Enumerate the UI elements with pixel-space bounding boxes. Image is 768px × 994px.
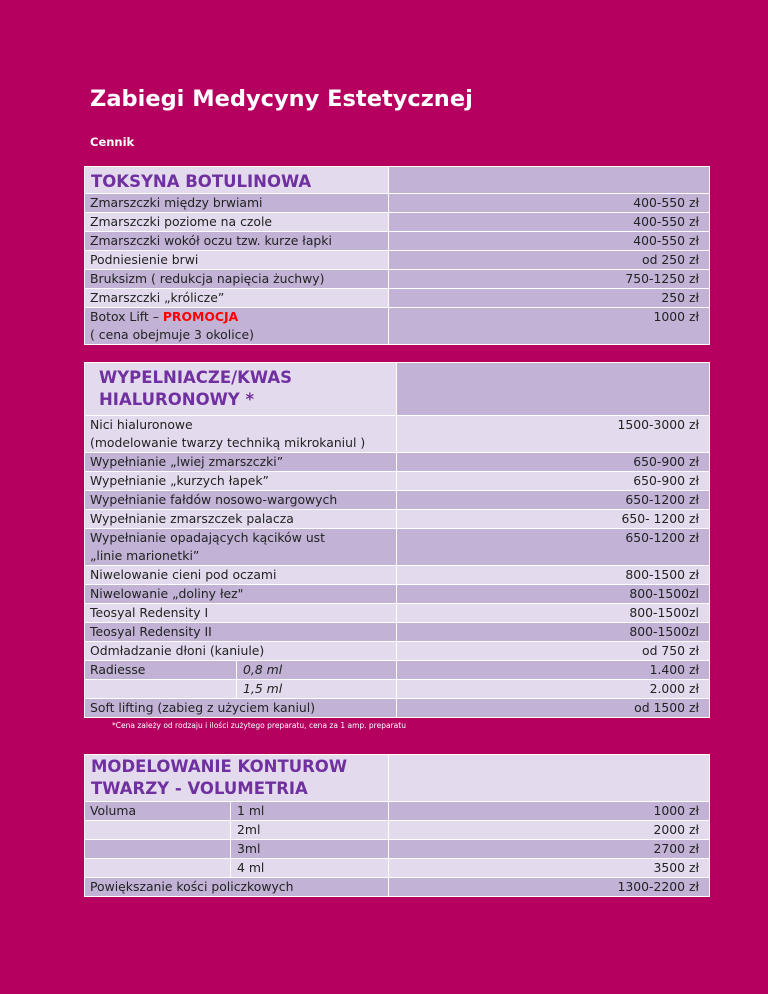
section-heading-volumetria: MODELOWANIE KONTUROW TWARZY - VOLUMETRIA xyxy=(85,755,389,802)
table-row: Teosyal Redensity I xyxy=(85,604,397,623)
table-row: 4 ml xyxy=(85,859,389,878)
fillers-table: WYPELNIACZE/KWAS HIALURONOWY * Nici hialuronowe (modelowanie twarzy techniką mikrokaniul ) 1500-3000 zł Wypełnianie „lwiej zmarszczki” 650-900 zł Wypełnianie „kurzych łapek” 650-900 zł Wypełnianie fałdów nosowo-wargowych 650-1200 zł Wypełnianie zmarszczek palacza 650- 1200 zł Wypełnianie opadających kącików ust „linie marionetki” 650-1200 zł Niwelowanie cieni pod oczami 800-1500 zł Niwelowanie „doliny łez" 800-1500zl Teosyal Redensity I 800-1500zl Teosyal Redensity II 800-1500zl Odmładzanie dłoni (kaniule) od 750 zł Radiesse 0,8 ml 1.400 zł 1,5 ml 2.000 zł Soft lifting (zabieg z użyciem kaniul) od 1500 zł xyxy=(84,362,710,718)
table-row-radiesse-a: Radiesse 0,8 ml xyxy=(85,661,397,680)
table-row: Powiększanie kości policzkowych xyxy=(85,878,389,897)
promo-badge: PROMOCJA xyxy=(162,309,239,324)
section-heading-botox: TOKSYNA BOTULINOWA xyxy=(85,167,389,194)
page-subtitle: Cennik xyxy=(90,135,135,149)
section-heading-fillers: WYPELNIACZE/KWAS HIALURONOWY * xyxy=(85,363,397,416)
table-row: Zmarszczki poziome na czole xyxy=(85,213,389,232)
table-row-botox-lift: Botox Lift – PROMOCJA ( cena obejmuje 3 okolice) xyxy=(85,308,389,345)
botox-table: TOKSYNA BOTULINOWA Zmarszczki między brwiami 400-550 zł Zmarszczki poziome na czole 400-550 zł Zmarszczki wokół oczu tzw. kurze łapki 400-550 zł Podniesienie brwi od 250 zł Bruksizm ( redukcja napięcia żuchwy) 750-1250 zł Zmarszczki „królicze” 250 zł Botox Lift – PROMOCJA ( cena obejmuje 3 okolice) 1000 zł xyxy=(84,166,710,345)
table-row: Wypełnianie „lwiej zmarszczki” xyxy=(85,453,397,472)
table-row: Soft lifting (zabieg z użyciem kaniul) xyxy=(85,699,397,718)
table-row: Niwelowanie „doliny łez" xyxy=(85,585,397,604)
table-row-radiesse-b: 1,5 ml xyxy=(85,680,397,699)
table-row: Zmarszczki między brwiami xyxy=(85,194,389,213)
table-row: Wypełnianie fałdów nosowo-wargowych xyxy=(85,491,397,510)
page-title: Zabiegi Medycyny Estetycznej xyxy=(90,86,473,112)
volumetria-table: MODELOWANIE KONTUROW TWARZY - VOLUMETRIA Voluma 1 ml 1000 zł 2ml 2000 zł 3ml 2700 zł 4 ml 3500 zł Powiększanie kości policzkowych 1300-2200 zł xyxy=(84,754,710,897)
table-row: Wypełnianie „kurzych łapek” xyxy=(85,472,397,491)
table-row: 2ml xyxy=(85,821,389,840)
table-row: Niwelowanie cieni pod oczami xyxy=(85,566,397,585)
table-row: Odmładzanie dłoni (kaniule) xyxy=(85,642,397,661)
table-row: Voluma 1 ml xyxy=(85,802,389,821)
table-row: Teosyal Redensity II xyxy=(85,623,397,642)
footnote: *Cena zależy od rodzaju i ilości zużytego preparatu, cena za 1 amp. preparatu xyxy=(112,721,406,730)
table-row: Wypełnianie opadających kącików ust „linie marionetki” xyxy=(85,529,397,566)
table-row: Wypełnianie zmarszczek palacza xyxy=(85,510,397,529)
table-row: Nici hialuronowe (modelowanie twarzy techniką mikrokaniul ) xyxy=(85,416,397,453)
table-row: 3ml xyxy=(85,840,389,859)
table-row: Zmarszczki „królicze” xyxy=(85,289,389,308)
table-row: Zmarszczki wokół oczu tzw. kurze łapki xyxy=(85,232,389,251)
table-row: Bruksizm ( redukcja napięcia żuchwy) xyxy=(85,270,389,289)
table-row: Podniesienie brwi xyxy=(85,251,389,270)
